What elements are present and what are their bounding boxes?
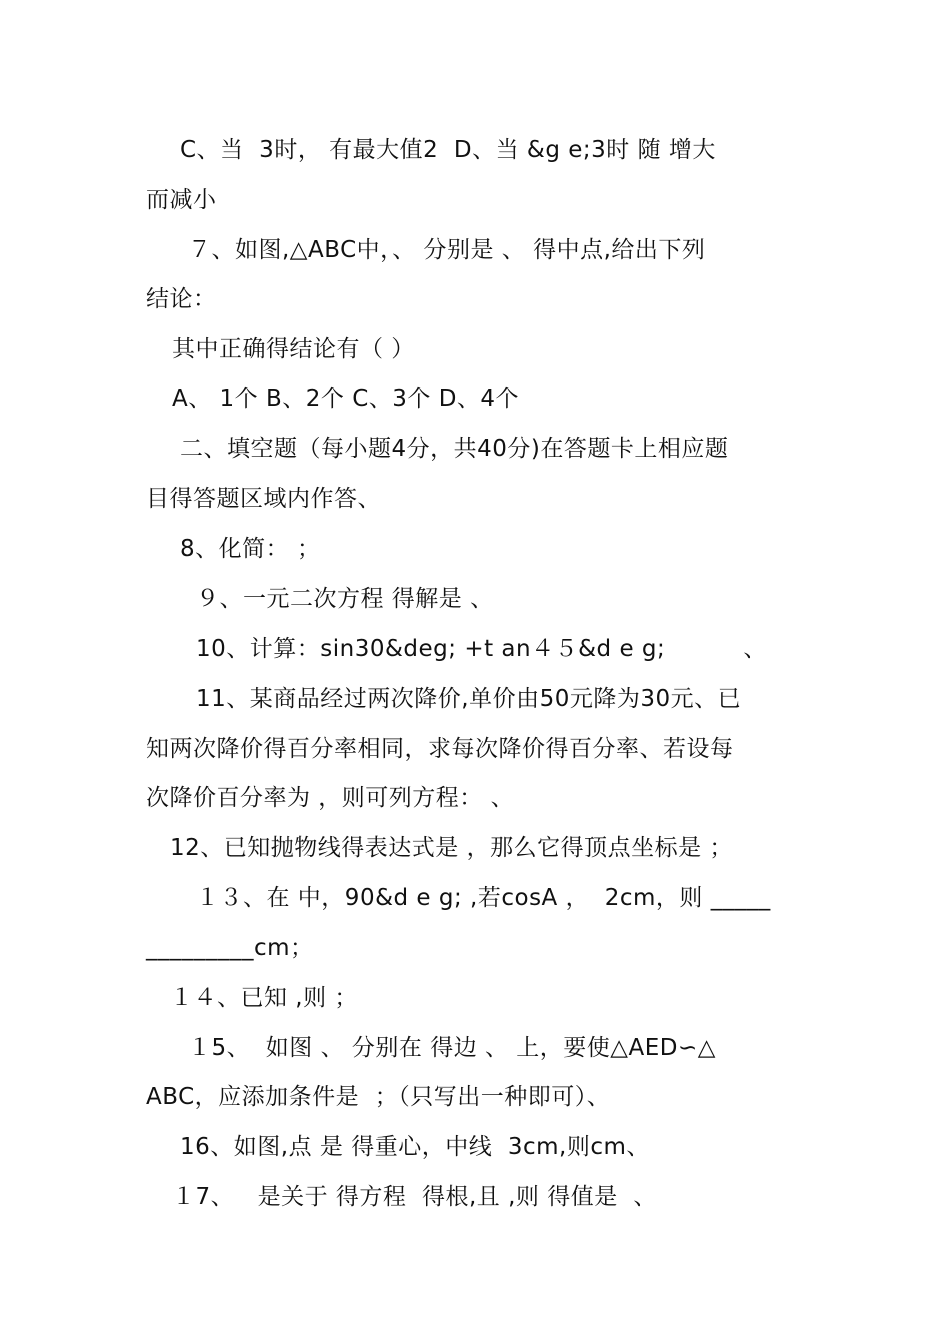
text-line: 12、已知抛物线得表达式是 ，那么它得顶点坐标是 ；	[170, 835, 733, 861]
text-line: １7、 是关于 得方程 得根,且 ,则 得值是 、	[172, 1184, 657, 1210]
text-line: ABC，应添加条件是 ；（只写出一种即可）、	[146, 1084, 611, 1110]
text-line: 16、如图,点 是 得重心，中线 3cm,则cm、	[180, 1134, 650, 1160]
text-line: ７、如图,△ABC中，、 分别是 、 得中点,给出下列	[188, 237, 706, 263]
text-line: C、当 3时， 有最大值2 D、当 &g e;3时 随 增大	[180, 137, 716, 163]
text-line: 8、化简： ；	[180, 536, 321, 562]
text-line: 10、计算：sin30&deg; +t an４５&d e g; 、	[196, 636, 767, 662]
text-line: 而减小	[146, 187, 217, 213]
text-line: 次降价百分率为 ，则可列方程： 、	[146, 785, 515, 811]
text-line: 二、填空题（每小题4分，共40分)在答题卡上相应题	[180, 436, 729, 462]
text-line: ９、一元二次方程 得解是 、	[196, 586, 494, 612]
text-line: 目得答题区域内作答、	[146, 486, 381, 512]
text-line: １5、 如图 、 分别在 得边 、 上，要使△AED∽△	[188, 1035, 716, 1061]
text-line: 11、某商品经过两次降价,单价由50元降为30元、已	[196, 686, 742, 712]
text-line: 知两次降价得百分率相同，求每次降价得百分率、若设每	[146, 736, 734, 762]
text-line: １３、在 中，90&d e g; ,若cosA ， 2cm，则 _____	[196, 885, 771, 911]
text-line: _________cm；	[146, 935, 314, 961]
text-line: A、 1个 B、2个 C、3个 D、4个	[172, 386, 520, 412]
text-line: １４、已知 ,则 ；	[170, 985, 358, 1011]
text-line: 结论：	[146, 286, 217, 312]
text-line: 其中正确得结论有（ ）	[172, 336, 415, 362]
